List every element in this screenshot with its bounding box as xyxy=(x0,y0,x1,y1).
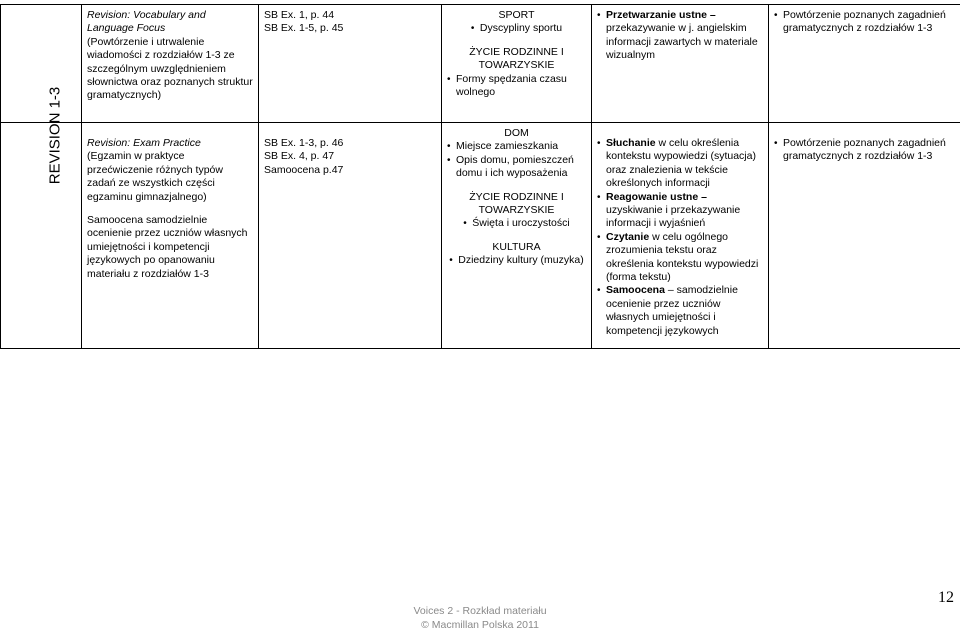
vocab-list xyxy=(463,217,569,230)
grammar-item: • Powtórzenie poznanych zagadnień gramatycznych z rozdziałów 1-3 xyxy=(774,137,955,164)
vocabulary-cell xyxy=(442,5,592,123)
skills-list xyxy=(597,9,763,63)
footer-title: Voices 2 - Rozkład materiału xyxy=(413,605,547,617)
skill-description: w celu określenia kontekstu wypowiedzi (sytuacja) oraz znalezienia w tekście określonych informacji xyxy=(606,137,756,190)
vocab-section xyxy=(447,127,586,181)
skills-list xyxy=(597,137,763,338)
skill-item xyxy=(597,231,763,285)
topic-cell xyxy=(82,5,259,123)
vocab-item: • Dziedziny kultury (muzyka) xyxy=(449,254,583,267)
vocab-list xyxy=(471,22,562,35)
reference-cell xyxy=(259,123,442,349)
skill-item xyxy=(597,191,763,231)
skills-cell xyxy=(592,5,769,123)
topic-cell xyxy=(82,123,259,349)
skill-item xyxy=(597,137,763,191)
page-number: 12 xyxy=(938,589,954,606)
vocab-heading: SPORT xyxy=(498,9,535,21)
skills-cell xyxy=(592,123,769,349)
lesson-title: Revision: Exam Practice xyxy=(87,137,201,149)
skill-description: przekazywanie w j. angielskim informacji zawartych w materiale wizualnym xyxy=(606,22,758,62)
self-assessment-text: Samoocena samodzielnie ocenienie przez uczniów własnych umiejętności i kompetencji językowych po opanowaniu materiału z rozdziałów 1-3 xyxy=(87,214,248,280)
vocab-item: • Formy spędzania czasu wolnego xyxy=(447,73,586,100)
reference-cell xyxy=(259,5,442,123)
footer xyxy=(0,604,960,632)
vocab-section xyxy=(447,46,586,100)
section-label-cell xyxy=(1,86,82,349)
skill-description: uzyskiwanie i przekazywanie informacji i wyjaśnień xyxy=(606,204,741,230)
reference-line: SB Ex. 1-3, p. 46 xyxy=(264,137,344,149)
syllabus-table xyxy=(0,4,960,349)
section-label: REVISION 1-3 xyxy=(46,86,64,185)
grammar-cell xyxy=(769,5,960,123)
grammar-list xyxy=(774,9,955,36)
skill-name: Reagowanie ustne – xyxy=(606,190,707,203)
vocab-section xyxy=(447,241,586,268)
vocab-list xyxy=(449,254,583,267)
table-row xyxy=(1,5,960,123)
side-cell-empty xyxy=(1,5,82,123)
reference-line: Samoocena p.47 xyxy=(264,163,344,176)
skill-name: Przetwarzanie ustne – xyxy=(606,9,716,21)
grammar-list xyxy=(774,137,955,164)
vocab-section xyxy=(447,191,586,231)
lesson-title: Revision: Vocabulary and Language Focus xyxy=(87,9,206,35)
vocab-list xyxy=(447,140,586,180)
vocab-heading: ŻYCIE RODZINNE I TOWARZYSKIE xyxy=(469,190,564,217)
vocab-item: • Dyscypliny sportu xyxy=(471,22,562,35)
reference-line: SB Ex. 4, p. 47 xyxy=(264,150,335,163)
skill-name: Czytanie xyxy=(606,230,650,243)
reference-line: SB Ex. 1, p. 44 xyxy=(264,9,335,21)
lesson-description: (Egzamin w praktyce przećwiczenie różnych typów zadań ze wszystkich części egzaminu gimnazjalnego) xyxy=(87,150,223,203)
grammar-item: • Powtórzenie poznanych zagadnień gramatycznych z rozdziałów 1-3 xyxy=(774,9,955,36)
table-row xyxy=(1,123,960,349)
vocab-heading: ŻYCIE RODZINNE I TOWARZYSKIE xyxy=(469,45,564,72)
grammar-cell xyxy=(769,123,960,349)
skill-name: Słuchanie xyxy=(606,137,656,149)
vocab-item: • Opis domu, pomieszczeń domu i ich wyposażenia xyxy=(447,154,586,181)
skill-description: w celu ogólnego zrozumienia tekstu oraz określenia kontekstu wypowiedzi (forma tekstu) xyxy=(606,230,759,284)
footer-copyright: © Macmillan Polska 2011 xyxy=(421,619,539,631)
vocabulary-cell xyxy=(442,123,592,349)
vocab-heading: KULTURA xyxy=(492,240,541,253)
vocab-section xyxy=(447,9,586,36)
lesson-description: (Powtórzenie i utrwalenie wiadomości z rozdziałów 1-3 ze szczególnym uwzględnieniem słownictwa oraz poznanych struktur gramatycznych) xyxy=(87,35,253,102)
reference-line: SB Ex. 1-5, p. 45 xyxy=(264,22,344,35)
vocab-item: • Miejsce zamieszkania xyxy=(447,140,586,153)
skill-item xyxy=(597,284,763,338)
vocab-list xyxy=(447,73,586,100)
skill-item xyxy=(597,9,763,63)
skill-name: Samoocena xyxy=(606,284,665,297)
vocab-item: • Święta i uroczystości xyxy=(463,217,569,230)
skill-description: – samodzielnie ocenienie przez uczniów własnych umiejętności i kompetencji językowych xyxy=(606,284,738,337)
vocab-heading: DOM xyxy=(504,127,529,139)
